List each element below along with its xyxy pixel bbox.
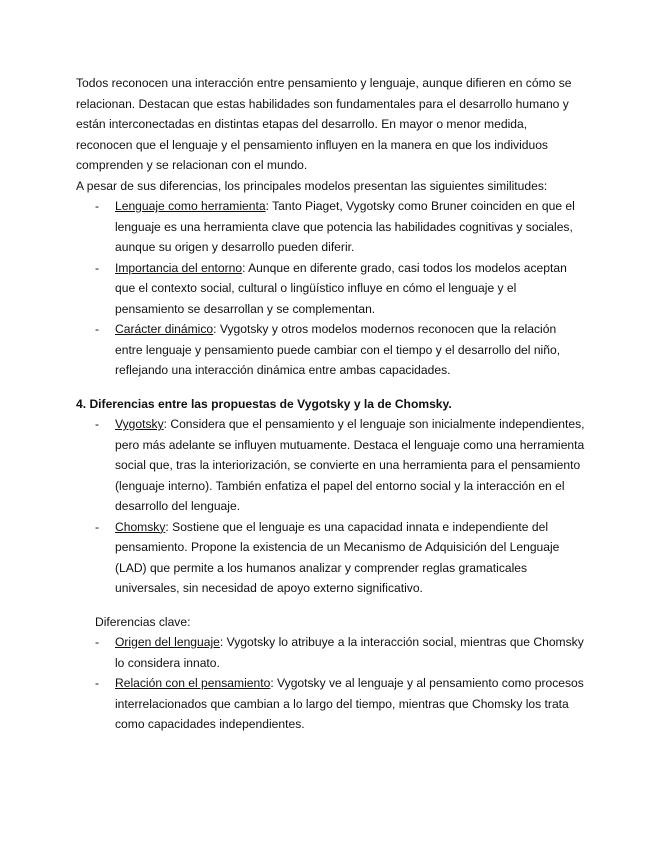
list-item — [76, 196, 585, 258]
list-item — [76, 414, 585, 517]
list-item — [76, 319, 585, 381]
key-differences-list — [76, 632, 585, 735]
item-text: : Sostiene que el lenguaje es una capacidad innata e independiente del pensamiento. Propone la existencia de un Mecanismo de Adquisición del Lenguaje (LAD) que permite a los humanos analizar y comprender reglas gramaticales universales, sin necesidad de apoyo externo significativo. — [115, 519, 560, 595]
list-item — [76, 517, 585, 599]
list-item — [76, 632, 585, 673]
authors-list — [76, 414, 585, 599]
item-text: : Vygotsky ve al lenguaje y al pensamiento como procesos interrelacionados que cambian a lo largo del tiempo, mientras que Chomsky los trata como capacidades independientes. — [115, 676, 584, 731]
item-text: : Aunque en diferente grado, casi todos los modelos aceptan que el contexto social, cultural o lingüístico influye en cómo el lenguaje y el pensamiento se desarrollan y se complementan. — [115, 260, 567, 316]
item-text: : Considera que el pensamiento y el lenguaje son inicialmente independientes, pero más adelante se influyen mutuamente. Destaca el lenguaje como una herramienta social que, tras la interiorización, se convierte en una herramienta para el pensamiento (lenguaje interno). También enfatiza el papel del entorno social y la interacción en el desarrollo del lenguaje. — [115, 417, 585, 513]
list-item — [76, 673, 585, 735]
key-differences-label: Diferencias clave: — [95, 614, 191, 629]
term-label: Relación con el pensamiento — [115, 676, 271, 690]
item-text: : Tanto Piaget, Vygotsky como Bruner coinciden en que el lenguaje es una herramienta clave que potencia las habilidades cognitivas y sociales, aunque su origen y desarrollo pueden diferir. — [115, 199, 575, 254]
item-text: : Vygotsky lo atribuye a la interacción social, mientras que Chomsky lo considera innato. — [115, 635, 584, 670]
section-heading: 4. Diferencias entre las propuestas de Vygotsky y la de Chomsky. — [76, 396, 452, 411]
term-label: Origen del lenguaje — [115, 635, 220, 649]
intro-paragraph: Todos reconocen una interacción entre pensamiento y lenguaje, aunque difieren en cómo se relacionan. Destacan que estas habilidades son fundamentales para el desarrollo humano y están interconectadas en distintas etapas del desarrollo. En mayor o menor medida, reconocen que el lenguaje y el pensamiento influyen en la manera en que los individuos comprenden y se relacionan con el mundo. — [76, 76, 572, 172]
list-item — [76, 258, 585, 320]
term-label: Vygotsky — [115, 417, 164, 431]
term-label: Importancia del entorno — [115, 260, 243, 275]
term-label: Chomsky — [115, 519, 166, 534]
item-text: : Vygotsky y otros modelos modernos reconocen que la relación entre lenguaje y pensamiento puede cambiar con el tiempo y el desarrollo del niño, reflejando una interacción dinámica entre ambas capacidades. — [115, 322, 561, 377]
term-label: Lenguaje como herramienta — [115, 199, 266, 213]
term-label: Carácter dinámico — [115, 322, 214, 336]
similarities-lead: A pesar de sus diferencias, los principales modelos presentan las siguientes similitudes: — [76, 178, 548, 193]
similarities-list — [76, 196, 585, 381]
